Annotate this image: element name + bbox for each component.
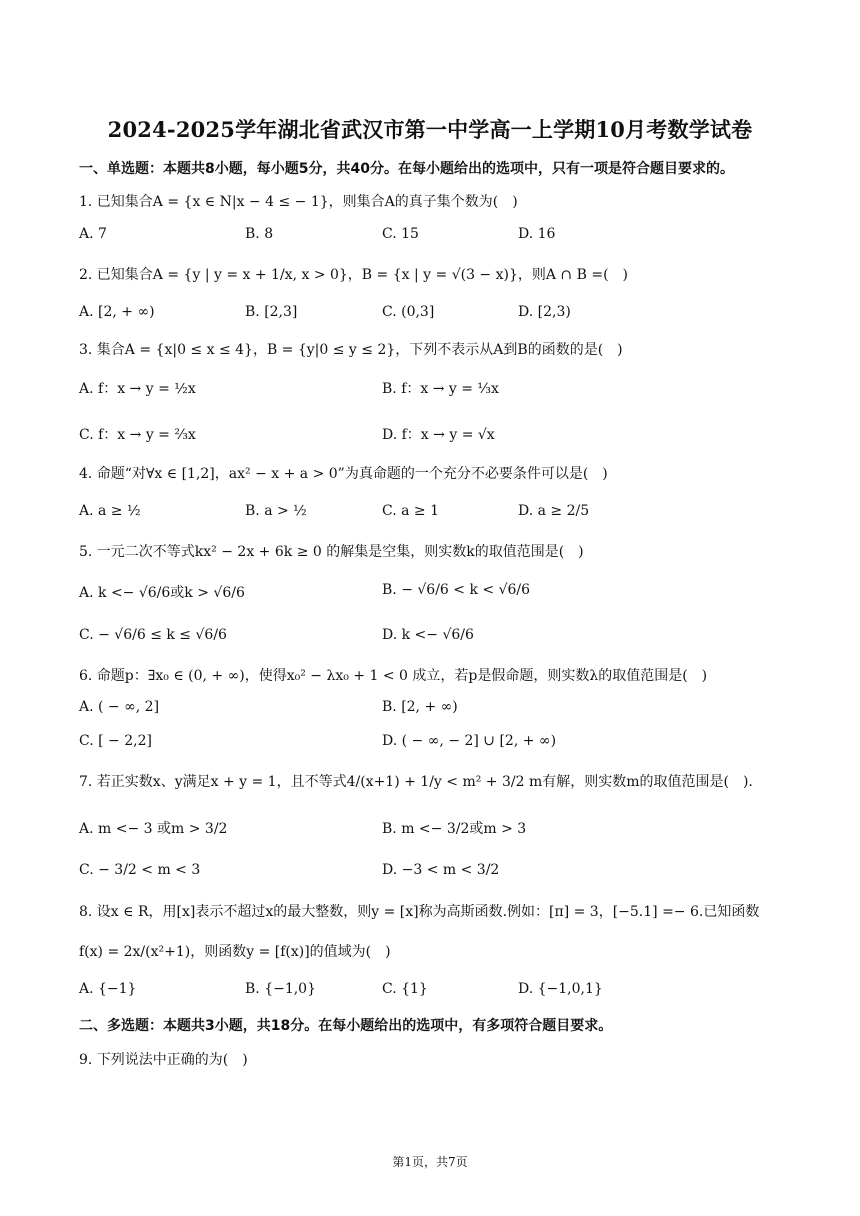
question-3-option-b: B. f：x → y = ⅓x bbox=[382, 381, 499, 397]
question-3: 3. 集合A = {x|0 ≤ x ≤ 4}，B = {y|0 ≤ y ≤ 2}，下列不表示从A到B的函数的是( ) bbox=[79, 342, 623, 358]
question-1-option-a: A. 7 bbox=[79, 226, 107, 242]
question-6-option-b: B. [2, + ∞) bbox=[382, 699, 458, 715]
question-4-option-d: D. a ≥ 2/5 bbox=[518, 503, 590, 519]
question-5: 5. 一元二次不等式kx² − 2x + 6k ≥ 0 的解集是空集，则实数k的取值范围是( ) bbox=[79, 544, 584, 560]
question-6-option-c: C. [ − 2,2] bbox=[79, 733, 152, 749]
question-3-option-c: C. f：x → y = ⅔x bbox=[79, 427, 196, 443]
question-2: 2. 已知集合A = {y | y = x + 1/x, x > 0}，B = {x | y = √(3 − x)}，则A ∩ B =( ) bbox=[79, 267, 629, 283]
question-8-option-c: C. {1} bbox=[382, 981, 428, 997]
question-1-option-b: B. 8 bbox=[245, 226, 274, 242]
question-4: 4. 命题“对∀x ∈ [1,2]，ax² − x + a > 0”为真命题的一个充分不必要条件可以是( ) bbox=[79, 466, 608, 482]
question-7: 7. 若正实数x、y满足x + y = 1，且不等式4/(x+1) + 1/y < m² + 3/2 m有解，则实数m的取值范围是( ). bbox=[79, 774, 753, 790]
question-9: 9. 下列说法中正确的为( ) bbox=[79, 1052, 248, 1068]
question-5-option-d: D. k <− √6/6 bbox=[382, 627, 474, 643]
question-5-option-c: C. − √6/6 ≤ k ≤ √6/6 bbox=[79, 627, 227, 643]
question-4-option-a: A. a ≥ ½ bbox=[79, 503, 141, 519]
question-5-option-a: A. k <− √6/6或k > √6/6 bbox=[79, 585, 245, 601]
question-2-option-d: D. [2,3) bbox=[518, 304, 571, 320]
question-3-option-d: D. f：x → y = √x bbox=[382, 427, 495, 443]
question-1-option-c: C. 15 bbox=[382, 226, 419, 242]
question-4-option-c: C. a ≥ 1 bbox=[382, 503, 439, 519]
question-1: 1. 已知集合A = {x ∈ N|x − 4 ≤ − 1}，则集合A的真子集个数为( ) bbox=[79, 194, 518, 210]
question-7-option-b: B. m <− 3/2或m > 3 bbox=[382, 821, 527, 837]
question-1-option-d: D. 16 bbox=[518, 226, 556, 242]
section-heading-multiple-choice: 二、多选题：本题共3小题，共18分。在每小题给出的选项中，有多项符合题目要求。 bbox=[79, 1018, 613, 1034]
question-7-option-a: A. m <− 3 或m > 3/2 bbox=[79, 821, 228, 837]
question-2-option-b: B. [2,3] bbox=[245, 304, 298, 320]
question-6-option-a: A. ( − ∞, 2] bbox=[79, 699, 160, 715]
question-6: 6. 命题p：∃x₀ ∈ (0, + ∞)，使得x₀² − λx₀ + 1 < 0 成立，若p是假命题，则实数λ的取值范围是( ) bbox=[79, 668, 708, 684]
question-8-option-b: B. {−1,0} bbox=[245, 981, 316, 997]
question-5-option-b: B. − √6/6 < k < √6/6 bbox=[382, 582, 531, 598]
question-8-option-a: A. {−1} bbox=[79, 981, 137, 997]
question-8: 8. 设x ∈ R，用[x]表示不超过x的最大整数，则y = [x]称为高斯函数.例如：[π] = 3，[−5.1] =− 6.已知函数 bbox=[79, 904, 760, 920]
page-title: 2024-2025学年湖北省武汉市第一中学高一上学期10月考数学试卷 bbox=[107, 117, 753, 142]
question-4-option-b: B. a > ½ bbox=[245, 503, 307, 519]
question-7-option-c: C. − 3/2 < m < 3 bbox=[79, 862, 201, 878]
question-2-option-a: A. [2, + ∞) bbox=[79, 304, 155, 320]
question-8-option-d: D. {−1,0,1} bbox=[518, 981, 603, 997]
question-6-option-d: D. ( − ∞, − 2] ∪ [2, + ∞) bbox=[382, 733, 557, 749]
question-7-option-d: D. −3 < m < 3/2 bbox=[382, 862, 500, 878]
question-8-continued: f(x) = 2x/(x²+1)，则函数y = [f(x)]的值域为( ) bbox=[79, 944, 391, 960]
question-3-option-a: A. f：x → y = ½x bbox=[79, 381, 196, 397]
question-2-option-c: C. (0,3] bbox=[382, 304, 435, 320]
page-footer: 第1页，共7页 bbox=[392, 1155, 468, 1169]
section-heading-single-choice: 一、单选题：本题共8小题，每小题5分，共40分。在每小题给出的选项中，只有一项是符合题目要求的。 bbox=[79, 161, 734, 177]
